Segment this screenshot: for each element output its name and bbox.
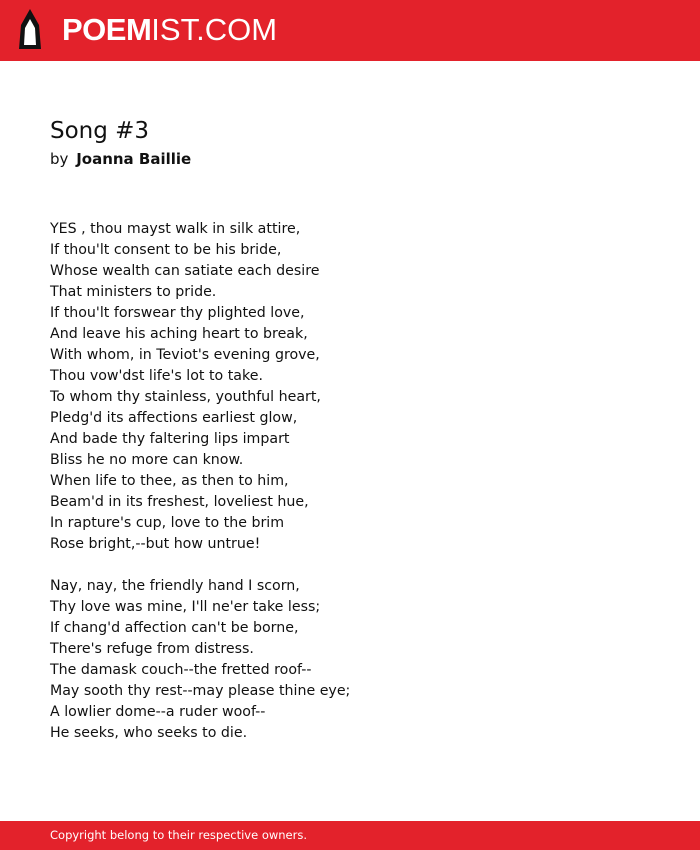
poem-line: A lowlier dome--a ruder woof-- xyxy=(50,704,266,720)
poem-line: Thou vow'dst life's lot to take. xyxy=(50,368,263,384)
poem-line: Beam'd in its freshest, loveliest hue, xyxy=(50,494,309,510)
poem-line: He seeks, who seeks to die. xyxy=(50,725,248,741)
by-label: by xyxy=(50,150,69,168)
poem-line: Whose wealth can satiate each desire xyxy=(50,263,320,279)
site-footer xyxy=(0,821,700,850)
poem-line: Bliss he no more can know. xyxy=(50,452,244,468)
poem-line: There's refuge from distress. xyxy=(50,641,254,657)
stanza xyxy=(50,219,670,555)
poem-line: With whom, in Teviot's evening grove, xyxy=(50,347,320,363)
poem-line: That ministers to pride. xyxy=(50,284,217,300)
poem-line: And bade thy faltering lips impart xyxy=(50,431,290,447)
site-header xyxy=(0,0,700,61)
poem-line: Thy love was mine, I'll ne'er take less; xyxy=(50,599,321,615)
poem-line: In rapture's cup, love to the brim xyxy=(50,515,285,531)
poem-line: YES , thou mayst walk in silk attire, xyxy=(50,221,301,237)
poem-line: If chang'd affection can't be borne, xyxy=(50,620,299,636)
brand-logo-text[interactable] xyxy=(62,12,277,48)
poem-line: Pledg'd its affections earliest glow, xyxy=(50,410,298,426)
author-name: Joanna Baillie xyxy=(76,150,192,168)
poem-line: If thou'lt consent to be his bride, xyxy=(50,242,282,258)
poem-line: Nay, nay, the friendly hand I scorn, xyxy=(50,578,300,594)
poem-line: The damask couch--the fretted roof-- xyxy=(50,662,312,678)
stanza xyxy=(50,576,670,744)
pencil-logo-icon[interactable] xyxy=(17,9,43,51)
copyright-text: Copyright belong to their respective owners. xyxy=(50,828,308,842)
poem-line: When life to thee, as then to him, xyxy=(50,473,289,489)
poem-line: If thou'lt forswear thy plighted love, xyxy=(50,305,305,321)
poem-line: May sooth thy rest--may please thine eye; xyxy=(50,683,351,699)
poem-line: And leave his aching heart to break, xyxy=(50,326,308,342)
poem-line: To whom thy stainless, youthful heart, xyxy=(50,389,321,405)
brand-bold: POEM xyxy=(62,12,152,47)
poem-byline xyxy=(50,149,191,169)
poem-line: Rose bright,--but how untrue! xyxy=(50,536,261,552)
poem-body xyxy=(50,219,670,765)
brand-light: IST.COM xyxy=(151,12,278,47)
poem-title: Song #3 xyxy=(50,118,150,144)
